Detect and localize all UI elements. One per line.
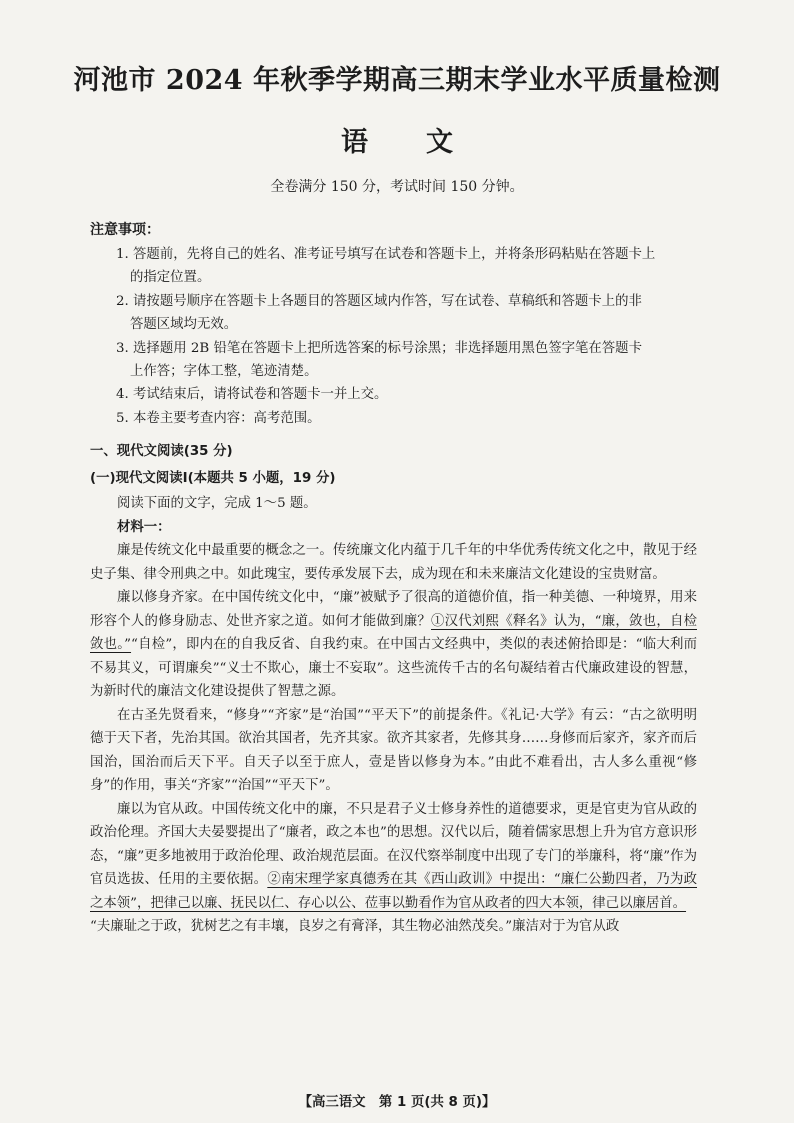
section-heading: 一、现代文阅读(35 分)	[90, 444, 233, 459]
notice-item-line: 5. 本卷主要考查内容：高考范围。	[116, 410, 321, 426]
notice-heading: 注意事项：	[90, 222, 160, 238]
notice-item-line: 3. 选择题用 2B 铅笔在答题卡上把所选答案的标号涂黑；非选择题用黑色签字笔在答题卡	[116, 340, 642, 356]
notice-item	[116, 243, 696, 290]
underlined-sentence-1: ①汉代刘熙《释名》认为，“廉，敛也，自检敛也。”	[90, 613, 697, 652]
notice-item-continuation: 答题区域均无效。	[130, 317, 238, 333]
notice-item	[116, 290, 696, 337]
notice-item-continuation: 的指定位置。	[130, 270, 211, 286]
notice-item	[116, 407, 696, 430]
passage-text: 廉以为官从政。中国传统文化中的廉，不只是君子义士修身养性的道德要求，更是官吏为官从政的政治伦理。齐国大夫晏婴提出了“廉者，政之本也”的思想。汉代以后，随着儒家思想上升为官方意识形态，“廉”更多地被用于政治伦理、政治规范层面。在汉代察举制度中出现了专门的举廉科，将“廉”作为官员选拔、任用的主要依据。	[90, 801, 697, 887]
notice-item-line: 2. 请按题号顺序在答题卡上各题目的答题区域内作答，写在试卷、草稿纸和答题卡上的非	[116, 293, 642, 309]
exam-title: 河池市 2024 年秋季学期高三期末学业水平质量检测	[73, 65, 721, 96]
notice-item	[116, 383, 696, 406]
score-note: 全卷满分 150 分，考试时间 150 分钟。	[270, 179, 524, 195]
notice-item-line: 4. 考试结束后，请将试卷和答题卡一并上交。	[116, 387, 388, 403]
notice-item-line: 1. 答题前，先将自己的姓名、准考证号填写在试卷和答题卡上，并将条形码粘贴在答题卡上	[116, 247, 656, 262]
subsection-heading: (一)现代文阅读Ⅰ(本题共 5 小题，19 分)	[90, 471, 336, 486]
passage-text: 廉以修身齐家。在中国传统文化中，“廉”被赋予了很高的道德价值，指一种美德、一种境界，用来形容个人的修身励志、处世齐家之道。如何才能做到廉？	[90, 590, 697, 629]
page-footer: 【高三语文 第 1 页(共 8 页)】	[298, 1095, 496, 1110]
passage	[90, 539, 697, 939]
passage-text: “自检”，即内在的自我反省、自我约束。在中国古文经典中，类似的表述俯拾即是：“临大利而不易其义，可谓廉矣”“义士不欺心，廉士不妄取”。这些流传千古的名句凝结着古代廉政建设的智慧，为新时代的廉洁文化建设提供了智慧之源。	[90, 637, 697, 699]
passage-paragraph: 廉是传统文化中最重要的概念之一。传统廉文化内蕴于几千年的中华优秀传统文化之中，散见于经史子集、律令刑典之中。如此瑰宝，要传承发展下去，成为现在和未来廉洁文化建设的宝贵财富。	[90, 543, 697, 582]
passage-paragraph: 在古圣先贤看来，“修身”“齐家”是“治国”“平天下”的前提条件。《礼记·大学》有云：“古之欲明明德于天下者，先治其国。欲治其国者，先齐其家。欲齐其家者，先修其身……身修而后家齐，家齐而后国治，国治而后天下平。自天子以至于庶人，壹是皆以修身为本。”由此不难看出，古人多么重视“修身”的作用，事关“齐家”“治国”“平天下”。	[90, 707, 697, 793]
reading-instruction: 阅读下面的文字，完成 1～5 题。	[117, 496, 317, 511]
notice-item	[116, 337, 696, 384]
notice-list	[116, 243, 696, 430]
passage-paragraph: “夫廉耻之于政，犹树艺之有丰壤，良岁之有膏泽，其生物必油然茂矣。”廉洁对于为官从政	[90, 919, 620, 934]
passage-paragraph	[90, 586, 697, 704]
subject-title: 语文	[341, 127, 511, 158]
passage-paragraph	[90, 798, 697, 916]
material-label: 材料一：	[117, 519, 171, 535]
underlined-sentence-2: ②南宋理学家真德秀在其《西山政训》中提出：“廉仁公勤四者，乃为政之本领”，把律己以廉、抚民以仁、存心以公、莅事以勤看作为官从政者的四大本领，律己以廉居首。	[90, 872, 698, 911]
notice-item-continuation: 上作答；字体工整，笔迹清楚。	[130, 364, 318, 380]
